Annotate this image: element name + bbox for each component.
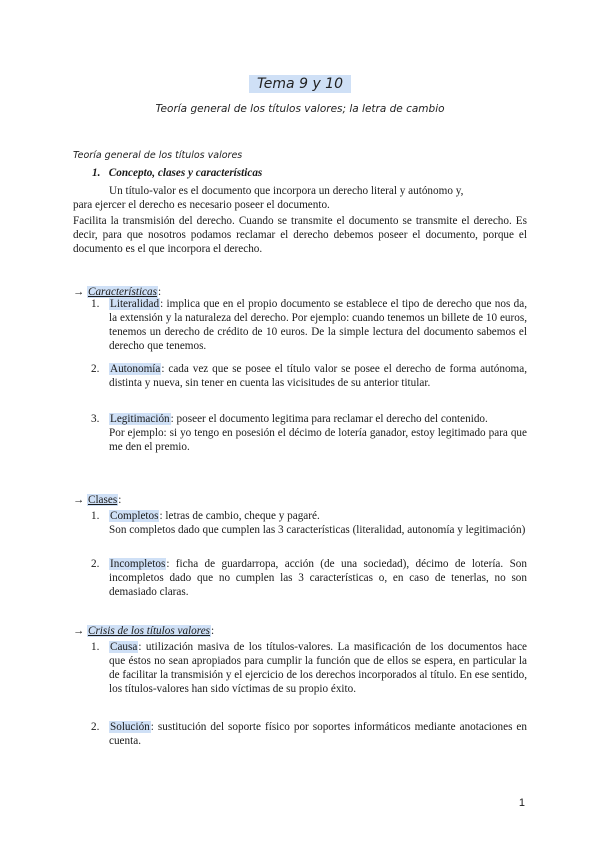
intro-line-1: Un título-valor es el documento que incorpora un derecho literal y autónomo y,: [109, 185, 464, 197]
term-literalidad: Literalidad: [110, 298, 160, 310]
list-item-solucion: [109, 720, 527, 748]
list-item-legitimacion: [109, 412, 527, 454]
subsection-heading: [92, 166, 262, 180]
list-item-text: : implica que en el propio documento se establece el tipo de derecho que nos da, la extensión y la naturaleza del derecho. Por ejemplo: cuando tenemos un billete de 10 euros, tenemos un derecho de crédito de 10 euros. De la simple lectura del documento sabemos el derecho que tenemos.: [109, 298, 527, 352]
clases-title: Clases: [87, 494, 118, 506]
list-item-text: : cada vez que se posee el título valor se posee el derecho de forma autónoma, distinta y nueva, sin tener en cuenta las vicisitudes de su anterior titular.: [109, 363, 527, 389]
list-item-causa: [109, 640, 527, 696]
term-causa: Causa: [110, 641, 138, 653]
arrow-icon: →: [73, 494, 85, 506]
list-number: 1.: [91, 298, 100, 310]
crisis-colon: :: [211, 625, 215, 637]
list-item-literalidad: [109, 297, 527, 353]
list-number: 2.: [91, 363, 100, 375]
list-item-text: : sustitución del soporte físico por soportes informáticos mediante anotaciones en cuenta.: [109, 721, 527, 747]
term-legitimacion: Legitimación: [110, 413, 170, 425]
caracteristicas-title: Características: [87, 286, 157, 298]
caracteristicas-colon: :: [157, 286, 162, 298]
section-heading: Teoría general de los títulos valores: [73, 150, 243, 161]
arrow-icon: →: [73, 286, 85, 298]
list-item-text: : utilización masiva de los títulos-valores. La masificación de los documentos hace que éstos no sean apropiados para cumplir la función que de ellos se espera, en particular la de facilitar la transmisión y el ejercicio de los derechos incorporados al título. En ese sentido, los títulos-valores han sido víctimas de su propio éxito.: [109, 641, 527, 695]
list-item-text: : ficha de guardarropa, acción (de una sociedad), décimo de lotería. Son incompletos dado que no cumplen las 3 características o, en caso de tenerlas, no son demasiado claras.: [109, 558, 527, 598]
term-autonomia: Autonomía: [110, 363, 161, 375]
term-incompletos: Incompletos: [110, 558, 166, 570]
list-item-extra: Por ejemplo: si yo tengo en posesión el décimo de lotería ganador, estoy legitimado para que me den el premio.: [109, 427, 527, 453]
list-item-incompletos: [109, 557, 527, 599]
term-completos: Completos: [110, 510, 159, 522]
intro-paragraph-2-text: Facilita la transmisión del derecho. Cuando se transmite el documento se transmite el derecho. Es decir, para que nosotros podamos reclamar el derecho debemos poseer el documento, porque el documento es el que incorpora el derecho.: [73, 215, 527, 255]
list-number: 1.: [91, 641, 100, 653]
subsection-title: Concepto, clases y características: [108, 167, 263, 179]
page-subtitle: Teoría general de los títulos valores; la letra de cambio: [155, 103, 445, 115]
list-number: 2.: [91, 721, 100, 733]
list-number: 3.: [91, 413, 100, 425]
page-number: 1: [518, 797, 525, 809]
page-title: Tema 9 y 10: [249, 75, 351, 93]
intro-line-2: para ejercer el derecho es necesario poseer el documento.: [73, 199, 330, 211]
list-item-extra: Son completos dado que cumplen las 3 características (literalidad, autonomía y legitimación): [109, 524, 526, 536]
crisis-heading: [73, 624, 214, 638]
list-number: 1.: [91, 510, 100, 522]
list-item-text: : poseer el documento legitima para reclamar el derecho del contenido.: [170, 413, 488, 425]
title-wrapper: [0, 75, 600, 93]
list-item-text: : letras de cambio, cheque y pagaré.: [159, 510, 320, 522]
clases-heading: [73, 493, 121, 507]
list-number: 2.: [91, 558, 100, 570]
arrow-icon: →: [73, 625, 85, 637]
clases-colon: :: [118, 494, 122, 506]
subsection-number: 1.: [92, 167, 101, 179]
crisis-title: Crisis de los títulos valores: [87, 625, 211, 637]
list-item-completos: [109, 509, 527, 537]
list-item-autonomia: [109, 362, 527, 390]
term-solucion: Solución: [110, 721, 150, 733]
intro-paragraph-2: [73, 214, 527, 256]
